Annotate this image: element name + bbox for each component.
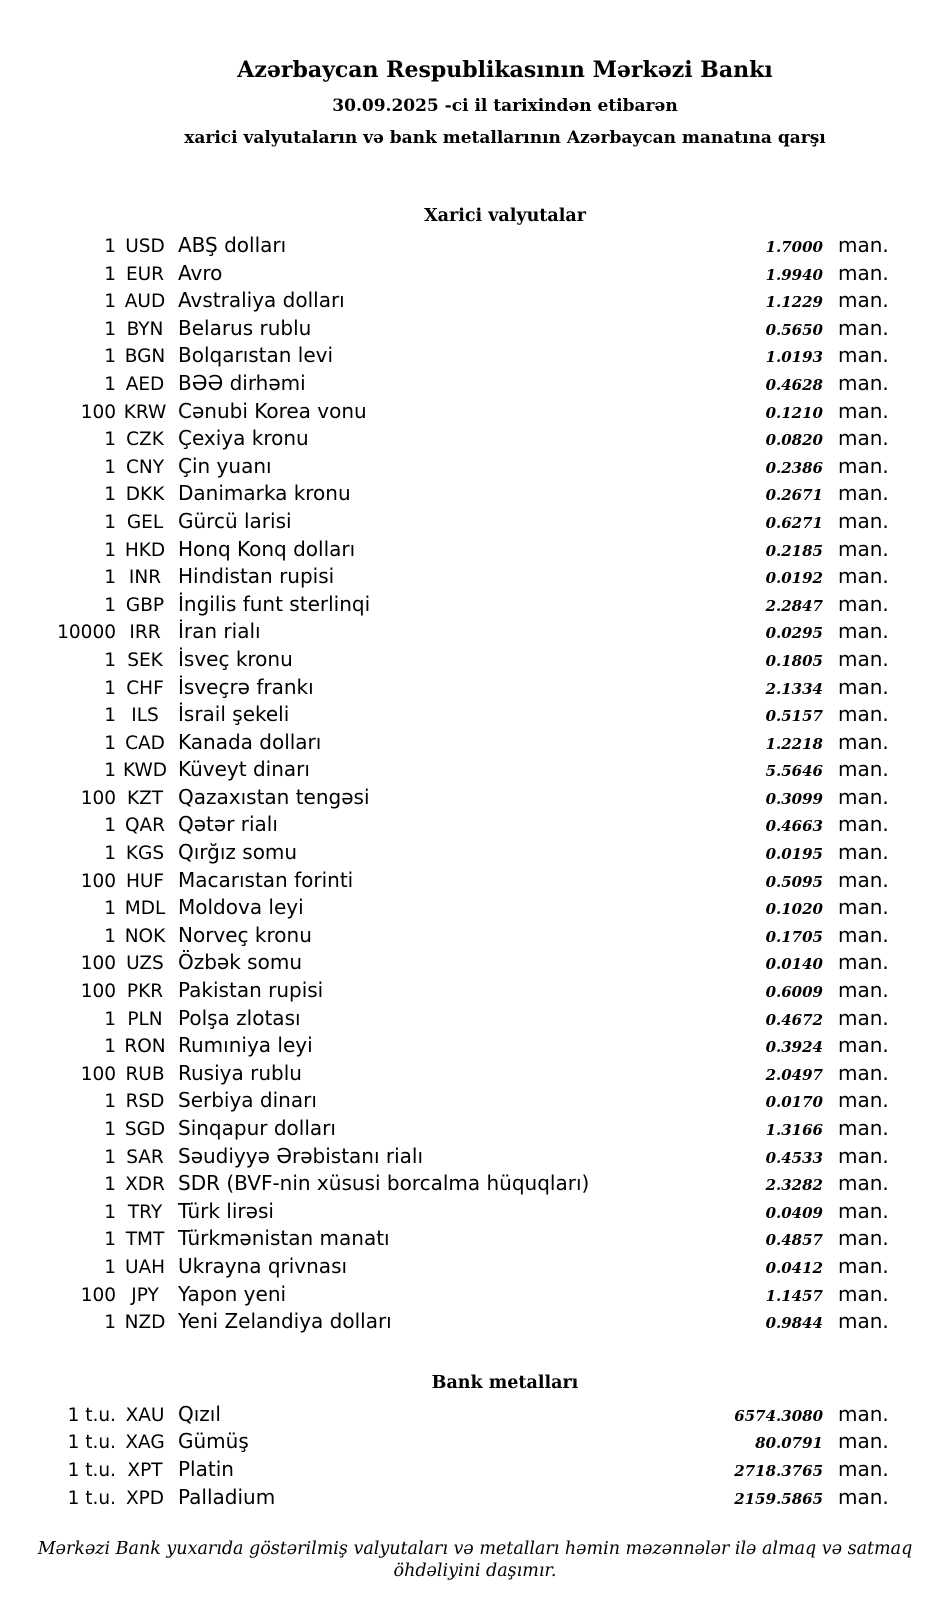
exchange-rate: 2.0497	[765, 1065, 823, 1084]
rate-row	[0, 370, 887, 398]
exchange-rate: 0.2185	[765, 541, 823, 560]
exchange-rate: 0.0195	[765, 845, 823, 864]
exchange-rate: 0.1805	[765, 651, 823, 670]
rate-row	[0, 453, 887, 481]
currency-name: Bolqarıstan levi	[178, 343, 334, 368]
currency-name: Polşa zlotası	[178, 1005, 301, 1030]
quantity-value: 1	[104, 373, 116, 395]
rate-row	[0, 1115, 887, 1143]
rate-row	[0, 287, 887, 315]
exchange-rate: 0.0412	[765, 1258, 823, 1277]
unit-label: man.	[838, 1005, 889, 1030]
quantity-value: 1	[104, 263, 116, 285]
quantity-value: 1	[104, 760, 116, 782]
description-line: xarici valyutaların və bank metallarının Azərbaycan manatına qarşı	[184, 128, 826, 148]
unit-label: man.	[838, 370, 889, 395]
rate-row	[0, 1401, 887, 1429]
quantity-value: 1	[104, 484, 116, 506]
unit-label: man.	[838, 481, 889, 506]
disclaimer-text: Mərkəzi Bank yuxarıda göstərilmiş valyutaları və metalları həmin məzənnələr ilə almaq və satmaq öhdəliyini daşımır.	[37, 1539, 913, 1582]
quantity-value: 100	[80, 787, 116, 809]
quantity-value: 1	[104, 705, 116, 727]
currency-name: Səudiyyə Ərəbistanı rialı	[178, 1143, 424, 1168]
unit-label: man.	[838, 260, 889, 285]
unit-label: man.	[838, 233, 889, 257]
quantity-value: 1	[104, 677, 116, 699]
exchange-rate: 0.1210	[765, 403, 823, 422]
effective-date-line: 30.09.2025 -ci il tarixindən etibarən	[332, 96, 678, 116]
unit-label: man.	[838, 867, 889, 892]
currency-name: Palladium	[178, 1484, 276, 1509]
unit-label: man.	[838, 840, 889, 865]
currency-code: MDL	[124, 898, 166, 920]
unit-label: man.	[838, 343, 889, 368]
rate-row	[0, 398, 887, 426]
currency-code: SEK	[127, 649, 163, 671]
rate-row	[0, 1060, 887, 1088]
rate-row	[0, 1253, 887, 1281]
foreign-currencies-table	[0, 232, 887, 1336]
rate-row	[0, 1198, 887, 1226]
currency-name: Cənubi Korea vonu	[178, 398, 367, 423]
exchange-rate: 2718.3765	[734, 1461, 823, 1480]
unit-label: man.	[838, 288, 889, 313]
currency-name: Rusiya rublu	[178, 1060, 302, 1085]
quantity-value: 1	[104, 346, 116, 368]
unit-label: man.	[838, 757, 889, 782]
page-title: Azərbaycan Respublikasının Mərkəzi Bankı	[237, 57, 773, 83]
quantity-value: 1	[104, 1229, 116, 1251]
rate-row	[0, 1032, 887, 1060]
currency-code: IRR	[129, 622, 161, 644]
quantity-value: 1	[104, 925, 116, 947]
unit-label: man.	[838, 426, 889, 451]
quantity-value: 100	[80, 1063, 116, 1085]
rate-row	[0, 563, 887, 591]
exchange-rate: 0.0192	[765, 569, 823, 588]
currency-code: HKD	[124, 539, 166, 561]
exchange-rate: 0.4663	[765, 817, 823, 836]
currency-code: RON	[124, 1036, 166, 1058]
rate-row	[0, 591, 887, 619]
quantity-value: 1	[104, 898, 116, 920]
currency-name: İsrail şekeli	[178, 702, 290, 727]
rate-row	[0, 977, 887, 1005]
currency-code: EUR	[125, 263, 165, 285]
currency-code: SGD	[124, 1119, 166, 1140]
currency-code: RSD	[125, 1091, 165, 1113]
rate-row	[0, 867, 887, 895]
exchange-rate: 0.2386	[765, 458, 823, 477]
rate-row	[0, 811, 887, 839]
currency-name: Kanada dolları	[178, 729, 322, 754]
currency-code: XAU	[125, 1404, 165, 1426]
rate-row	[0, 756, 887, 784]
quantity-value: 1	[104, 1146, 116, 1168]
currency-name: İngilis funt sterlinqi	[178, 591, 371, 616]
quantity-value: 1 t.u.	[67, 1432, 116, 1454]
quantity-value: 1	[104, 1312, 116, 1334]
currency-name: Moldova leyi	[178, 895, 304, 920]
currency-name: Danimarka kronu	[178, 481, 351, 506]
rate-row	[0, 536, 887, 564]
exchange-rate: 0.6009	[765, 983, 823, 1002]
currency-code: GBP	[125, 594, 165, 616]
rate-row	[0, 342, 887, 370]
currency-name: Norveç kronu	[178, 922, 312, 947]
exchange-rate: 0.3924	[765, 1038, 823, 1057]
unit-label: man.	[838, 1281, 889, 1306]
currency-name: Yeni Zelandiya dolları	[178, 1309, 392, 1334]
rate-row	[0, 1143, 887, 1171]
exchange-rate: 0.4533	[765, 1148, 823, 1167]
unit-label: man.	[838, 1253, 889, 1278]
currency-name: Belarus rublu	[178, 315, 312, 340]
rate-row	[0, 315, 887, 343]
rate-row	[0, 232, 887, 260]
currency-code: JPY	[131, 1284, 159, 1306]
currency-name: Gümüş	[178, 1429, 249, 1454]
exchange-rate: 1.3166	[765, 1121, 823, 1139]
unit-label: man.	[838, 398, 889, 423]
quantity-value: 100	[80, 401, 116, 423]
quantity-value: 1 t.u.	[67, 1404, 116, 1426]
exchange-rate: 0.5650	[765, 320, 823, 339]
currency-code: PKR	[126, 981, 164, 1003]
currency-code: TRY	[127, 1201, 163, 1223]
quantity-value: 1	[104, 236, 116, 257]
currency-code: AED	[125, 373, 165, 395]
quantity-value: 1	[104, 1174, 116, 1196]
rate-row	[0, 1484, 887, 1512]
currency-code: NOK	[124, 925, 166, 947]
rate-row	[0, 729, 887, 757]
rate-row	[0, 260, 887, 288]
page-header	[0, 0, 950, 149]
unit-label: man.	[838, 950, 889, 975]
rate-row	[0, 646, 887, 674]
unit-label: man.	[838, 1429, 889, 1454]
exchange-rate: 2.1334	[765, 679, 823, 698]
rate-row	[0, 784, 887, 812]
quantity-value: 1	[104, 318, 116, 340]
unit-label: man.	[838, 922, 889, 947]
rate-row	[0, 839, 887, 867]
quantity-value: 1	[104, 1008, 116, 1030]
unit-label: man.	[838, 674, 889, 699]
currency-code: CAD	[125, 732, 165, 754]
quantity-value: 1	[104, 291, 116, 313]
exchange-rate: 1.0193	[765, 348, 823, 367]
currency-name: Pakistan rupisi	[178, 978, 324, 1003]
unit-label: man.	[838, 315, 889, 340]
currency-code: UAH	[124, 1256, 166, 1278]
rate-row	[0, 701, 887, 729]
unit-label: man.	[838, 812, 889, 837]
currency-name: Qırğız somu	[178, 840, 298, 865]
quantity-value: 1	[104, 1091, 116, 1113]
currency-name: Qızıl	[178, 1401, 221, 1426]
rate-row	[0, 425, 887, 453]
quantity-value: 1	[104, 815, 116, 837]
unit-label: man.	[838, 1116, 889, 1140]
unit-label: man.	[838, 1088, 889, 1113]
quantity-value: 1	[104, 456, 116, 478]
currency-code: CNY	[125, 456, 165, 478]
exchange-rate: 1.7000	[765, 238, 823, 256]
currency-name: Gürcü larisi	[178, 508, 292, 533]
unit-label: man.	[838, 978, 889, 1003]
currency-code: RUB	[125, 1063, 165, 1085]
exchange-rate: 1.2218	[765, 734, 823, 753]
rate-row	[0, 480, 887, 508]
currency-code: USD	[125, 236, 165, 257]
currency-name: Çin yuanı	[178, 453, 272, 478]
currency-name: Türk lirəsi	[178, 1198, 274, 1223]
rate-row	[0, 618, 887, 646]
unit-label: man.	[838, 729, 889, 754]
quantity-value: 1	[104, 1201, 116, 1223]
currency-name: Macarıstan forinti	[178, 867, 354, 892]
currency-code: DKK	[125, 484, 165, 506]
quantity-value: 100	[80, 981, 116, 1003]
currency-name: Platin	[178, 1456, 234, 1481]
exchange-rate: 6574.3080	[734, 1406, 823, 1425]
rate-row	[0, 1005, 887, 1033]
rate-row	[0, 1170, 887, 1198]
rate-row	[0, 1456, 887, 1484]
currency-code: AUD	[124, 291, 166, 313]
quantity-value: 1	[104, 649, 116, 671]
exchange-rate: 2.2847	[765, 596, 823, 615]
currency-name: Avstraliya dolları	[178, 288, 345, 313]
currency-code: CZK	[126, 429, 164, 451]
currency-code: PLN	[127, 1008, 163, 1030]
unit-label: man.	[838, 591, 889, 616]
currency-name: Avro	[178, 260, 223, 285]
unit-label: man.	[838, 702, 889, 727]
rate-row	[0, 1087, 887, 1115]
quantity-value: 1	[104, 567, 116, 589]
currency-code: SAR	[126, 1146, 164, 1168]
quantity-value: 1	[104, 429, 116, 451]
exchange-rate: 1.1457	[765, 1286, 823, 1305]
quantity-value: 1 t.u.	[67, 1487, 116, 1509]
currency-code: CHF	[126, 677, 164, 699]
exchange-rate: 0.3099	[765, 789, 823, 808]
exchange-rate: 0.1020	[765, 900, 823, 919]
currency-code: TMT	[125, 1229, 165, 1251]
quantity-value: 1	[104, 594, 116, 616]
quantity-value: 1	[104, 1119, 116, 1140]
exchange-rate: 0.0170	[765, 1093, 823, 1112]
currency-code: KZT	[126, 787, 164, 809]
exchange-rate: 0.1705	[765, 927, 823, 946]
unit-label: man.	[838, 895, 889, 920]
currency-code: QAR	[124, 815, 166, 837]
currency-name: Qazaxıstan tengəsi	[178, 784, 370, 809]
unit-label: man.	[838, 1171, 889, 1196]
currency-code: KGS	[125, 843, 165, 865]
unit-label: man.	[838, 564, 889, 589]
unit-label: man.	[838, 1143, 889, 1168]
exchange-rate: 80.0791	[755, 1434, 823, 1453]
exchange-rate: 0.0140	[765, 955, 823, 974]
bank-metals-table	[0, 1401, 887, 1511]
quantity-value: 1	[104, 511, 116, 533]
currency-code: ILS	[131, 705, 159, 727]
currency-name: İran rialı	[178, 619, 261, 644]
currency-code: BYN	[126, 318, 164, 340]
currency-name: Serbiya dinarı	[178, 1088, 317, 1113]
exchange-rate: 0.0820	[765, 431, 823, 450]
quantity-value: 1	[104, 1036, 116, 1058]
exchange-rate: 1.1229	[765, 293, 823, 312]
exchange-rate: 0.0409	[765, 1203, 823, 1222]
exchange-rate: 0.9844	[765, 1314, 823, 1333]
unit-label: man.	[838, 646, 889, 671]
unit-label: man.	[838, 784, 889, 809]
currency-code: BGN	[124, 346, 166, 368]
currency-name: Sinqapur dolları	[178, 1116, 336, 1140]
currency-code: INR	[128, 567, 162, 589]
exchange-rate: 0.5095	[765, 872, 823, 891]
currency-code: HUF	[125, 870, 165, 892]
rate-row	[0, 1308, 887, 1336]
currency-name: Özbək somu	[178, 950, 302, 975]
rate-row	[0, 894, 887, 922]
unit-label: man.	[838, 619, 889, 644]
quantity-value: 100	[80, 1284, 116, 1306]
currency-name: Ukrayna qrivnası	[178, 1253, 348, 1278]
currency-name: Rumıniya leyi	[178, 1033, 313, 1058]
rate-row	[0, 1225, 887, 1253]
exchange-rate: 0.0295	[765, 624, 823, 643]
unit-label: man.	[838, 1401, 889, 1426]
currency-code: XPT	[127, 1459, 163, 1481]
exchange-rate: 1.9940	[765, 265, 823, 284]
unit-label: man.	[838, 1309, 889, 1334]
quantity-value: 1	[104, 1256, 116, 1278]
currency-name: Küveyt dinarı	[178, 757, 310, 782]
exchange-rate: 2.3282	[765, 1176, 823, 1195]
currency-code: XAG	[125, 1432, 165, 1454]
unit-label: man.	[838, 536, 889, 561]
unit-label: man.	[838, 1198, 889, 1223]
exchange-rate: 2159.5865	[734, 1489, 823, 1508]
exchange-rate: 0.4857	[765, 1231, 823, 1250]
currency-name: BƏƏ dirhəmi	[178, 370, 306, 395]
quantity-value: 100	[80, 870, 116, 892]
section-title-foreign-currencies: Xarici valyutalar	[424, 206, 586, 226]
currency-name: İsveçrə frankı	[178, 674, 314, 699]
unit-label: man.	[838, 1484, 889, 1509]
rate-row	[0, 1428, 887, 1456]
exchange-rate: 5.5646	[765, 762, 823, 781]
currency-code: NZD	[124, 1312, 166, 1334]
currency-code: KRW	[123, 401, 167, 423]
rate-row	[0, 674, 887, 702]
quantity-value: 1	[104, 539, 116, 561]
currency-name: Yapon yeni	[178, 1281, 287, 1306]
section-title-bank-metals: Bank metalları	[431, 1372, 579, 1393]
currency-code: UZS	[126, 953, 164, 975]
quantity-value: 10000	[57, 622, 116, 644]
currency-name: Türkmənistan manatı	[178, 1226, 390, 1251]
currency-code: KWD	[122, 760, 167, 782]
rate-row	[0, 922, 887, 950]
rate-row	[0, 949, 887, 977]
exchange-rate: 0.4672	[765, 1010, 823, 1029]
currency-name: SDR (BVF-nin xüsusi borcalma hüquqları)	[178, 1171, 590, 1196]
currency-name: Çexiya kronu	[178, 426, 309, 451]
unit-label: man.	[838, 508, 889, 533]
unit-label: man.	[838, 1060, 889, 1085]
rate-row	[0, 508, 887, 536]
exchange-rate: 0.2671	[765, 486, 823, 505]
currency-name: Honq Konq dolları	[178, 536, 356, 561]
currency-name: Hindistan rupisi	[178, 564, 335, 589]
currency-name: ABŞ dolları	[178, 233, 287, 257]
quantity-value: 100	[80, 953, 116, 975]
currency-code: XPD	[125, 1487, 165, 1509]
currency-name: İsveç kronu	[178, 646, 293, 671]
rate-row	[0, 1281, 887, 1309]
unit-label: man.	[838, 453, 889, 478]
exchange-rate: 0.4628	[765, 375, 823, 394]
quantity-value: 1	[104, 732, 116, 754]
currency-code: XDR	[125, 1174, 165, 1196]
unit-label: man.	[838, 1456, 889, 1481]
exchange-rate: 0.6271	[765, 513, 823, 532]
currency-code: GEL	[126, 511, 164, 533]
quantity-value: 1	[104, 843, 116, 865]
quantity-value: 1 t.u.	[67, 1459, 116, 1481]
exchange-rate: 0.5157	[765, 707, 823, 726]
unit-label: man.	[838, 1033, 889, 1058]
currency-name: Qətər rialı	[178, 812, 278, 837]
unit-label: man.	[838, 1226, 889, 1251]
